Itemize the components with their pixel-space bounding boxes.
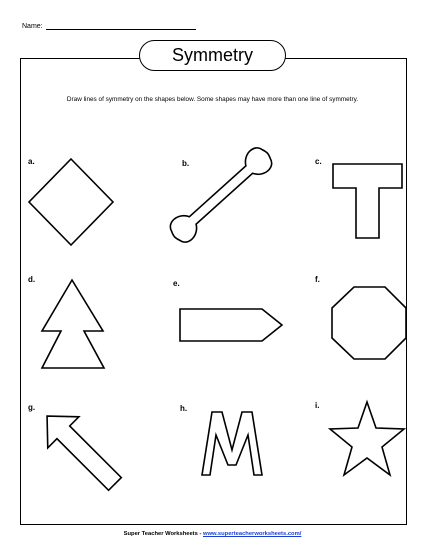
label-f: f.: [315, 275, 320, 284]
name-label: Name:: [22, 23, 43, 30]
footer-text: Super Teacher Worksheets -: [123, 531, 203, 537]
footer: [0, 531, 425, 537]
label-d: d.: [28, 275, 36, 284]
label-g: g.: [28, 403, 36, 412]
label-a: a.: [28, 157, 35, 166]
footer-link[interactable]: www.superteacherworksheets.com/: [202, 531, 302, 537]
label-b: b.: [182, 159, 190, 168]
label-e: e.: [173, 279, 180, 288]
page-title: Symmetry: [139, 40, 286, 71]
instructions: Draw lines of symmetry on the shapes below. Some shapes may have more than one line of symmetry.: [66, 96, 359, 103]
label-i: i.: [315, 401, 320, 410]
label-c: c.: [315, 157, 322, 166]
label-h: h.: [180, 404, 188, 413]
